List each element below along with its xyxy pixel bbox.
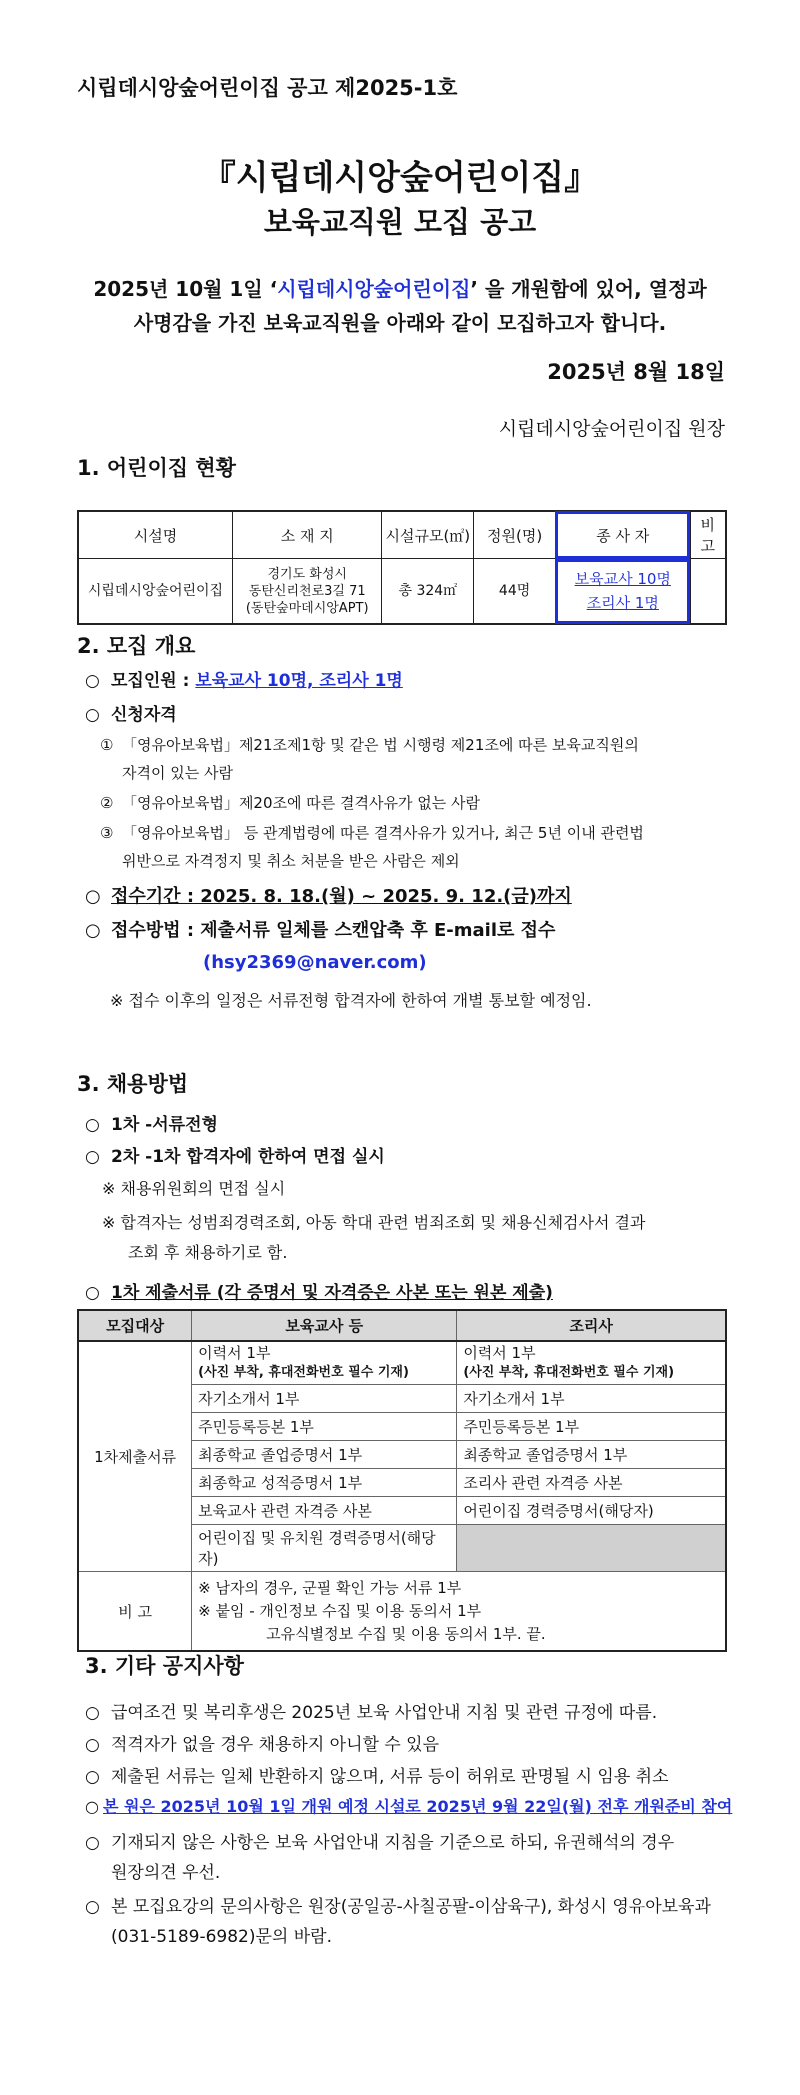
teacher-doc: 최종학교 성적증명서 1부 <box>192 1469 457 1497</box>
staff-cook: 조리사 1명 <box>586 594 659 612</box>
intro-line-1 <box>0 272 800 306</box>
step-1 <box>85 1110 218 1135</box>
q2-text: 「영유아보육법」제20조에 따른 결격사유가 없는 사람 <box>122 794 480 812</box>
remark-line-3: 고유식별정보 수집 및 이용 동의서 1부. 끝. <box>266 1624 546 1643</box>
cook-resume-text: 이력서 1부 <box>463 1344 536 1362</box>
col-address: 소 재 지 <box>232 511 382 559</box>
bullet: ○ <box>85 1147 100 1167</box>
remark-cell <box>192 1572 726 1652</box>
cook-resume-note: (사진 부착, 휴대전화번호 필수 기재) <box>463 1365 675 1380</box>
notice-item <box>85 1762 669 1787</box>
bullet: ○ <box>85 1833 100 1853</box>
col-facility: 시설명 <box>78 511 232 559</box>
remark-line-2: ※ 붙임 - 개인정보 수집 및 이용 동의서 1부 <box>198 1601 482 1620</box>
col-capacity: 정원(명) <box>474 511 556 559</box>
teacher-doc: 보육교사 관련 자격증 사본 <box>192 1497 457 1525</box>
cook-resume <box>457 1341 726 1385</box>
bullet: ○ <box>85 1767 100 1787</box>
empty-cell <box>457 1525 726 1572</box>
notice-item <box>85 1892 711 1917</box>
step-2 <box>85 1142 385 1167</box>
remark-label: 비 고 <box>78 1572 192 1652</box>
bullet: ○ <box>85 1115 100 1135</box>
teacher-doc: 자기소개서 1부 <box>192 1385 457 1413</box>
method-text: 접수방법 : 제출서류 일체를 스캔압축 후 E-mail로 접수 <box>111 920 556 941</box>
notice-item-text: 제출된 서류는 일체 반환하지 않으며, 서류 등이 허위로 판명될 시 임용 취소 <box>111 1767 669 1787</box>
remark-line-1: ※ 남자의 경우, 군필 확인 가능 서류 1부 <box>198 1578 462 1597</box>
intro-facility-name: 시립데시앙숲어린이집 <box>277 277 471 301</box>
section3-heading: 3. 채용방법 <box>77 1072 189 1096</box>
teacher-resume <box>192 1341 457 1385</box>
teacher-resume-note: (사진 부착, 휴대전화번호 필수 기재) <box>198 1365 409 1380</box>
notice-number: 시립데시앙숲어린이집 공고 제2025-1호 <box>77 76 458 100</box>
staff-teachers: 보육교사 10명 <box>574 570 671 588</box>
teacher-doc: 주민등록등본 1부 <box>192 1413 457 1441</box>
qualification-1b: 자격이 있는 사람 <box>122 764 233 782</box>
application-email: (hsy2369@naver.com) <box>203 952 427 973</box>
highlight-text: 본 원은 2025년 10월 1일 개원 예정 시설로 2025년 9월 22일(월) 전후 개원준비 참여 <box>103 1797 733 1816</box>
qualification-2 <box>100 792 480 813</box>
step2-text: 2차 -1차 합격자에 한하여 면접 실시 <box>111 1147 385 1167</box>
bullet: ○ <box>85 1283 100 1303</box>
recruit-label: 모집인원 : <box>111 671 196 691</box>
qualification-1 <box>100 734 639 755</box>
teacher-doc: 최종학교 졸업증명서 1부 <box>192 1441 457 1469</box>
intro-part-a: 2025년 10월 1일 ‘ <box>93 277 278 301</box>
th-cook: 조리사 <box>457 1310 726 1341</box>
notice-highlight <box>85 1794 732 1817</box>
cell-size: 총 324㎡ <box>382 559 474 625</box>
interview-note: ※ 채용위원회의 면접 실시 <box>102 1179 286 1198</box>
address-line-1: 경기도 화성시 <box>267 566 347 582</box>
bullet: ○ <box>85 886 101 907</box>
notice-signer: 시립데시앙숲어린이집 원장 <box>498 418 725 440</box>
teacher-resume-text: 이력서 1부 <box>198 1344 271 1362</box>
qualification-3 <box>100 822 644 843</box>
documents-table <box>77 1309 727 1652</box>
notice-date: 2025년 8월 18일 <box>547 360 725 384</box>
notice-item-text: 급여조건 및 복리후생은 2025년 보육 사업안내 지침 및 관련 규정에 따름. <box>111 1703 658 1723</box>
recruit-count <box>85 666 403 691</box>
q1-text-a: 「영유아보육법」제21조제1항 및 같은 법 시행령 제21조에 따른 보육교직원의 <box>122 736 639 754</box>
address-line-3: (동탄숲마데시앙APT) <box>245 600 369 616</box>
notice-item-text: 기재되지 않은 사항은 보육 사업안내 지침을 기준으로 하되, 유권해석의 경우 <box>111 1833 675 1853</box>
row-label: 1차제출서류 <box>78 1341 192 1572</box>
notice-item <box>85 1828 674 1853</box>
cook-doc: 주민등록등본 1부 <box>457 1413 726 1441</box>
th-teacher: 보육교사 등 <box>192 1310 457 1341</box>
q1-number: ① <box>100 736 114 754</box>
facility-table <box>77 510 727 625</box>
page-title: 『시립데시앙숲어린이집』 <box>201 158 599 198</box>
bullet: ○ <box>85 1797 99 1816</box>
bullet: ○ <box>85 1897 100 1917</box>
qualification-text: 신청자격 <box>111 705 177 725</box>
cook-doc: 어린이집 경력증명서(해당자) <box>457 1497 726 1525</box>
recruit-value: 보육교사 10명, 조리사 1명 <box>195 671 403 691</box>
page-subtitle: 보육교직원 모집 공고 <box>263 205 537 239</box>
cook-doc: 최종학교 졸업증명서 1부 <box>457 1441 726 1469</box>
intro-part-c: ’ 을 개원함에 있어, 열정과 <box>470 277 707 301</box>
application-period <box>85 882 572 908</box>
schedule-note: ※ 접수 이후의 일정은 서류전형 합격자에 한하여 개별 통보할 예정임. <box>110 991 592 1010</box>
bullet: ○ <box>85 671 100 691</box>
th-target: 모집대상 <box>78 1310 192 1341</box>
teacher-doc: 어린이집 및 유치원 경력증명서(해당자) <box>192 1525 457 1572</box>
col-size: 시설규모(㎡) <box>382 511 474 559</box>
col-staff: 종 사 자 <box>555 511 690 559</box>
bullet: ○ <box>85 1735 100 1755</box>
section4-heading: 3. 기타 공지사항 <box>85 1654 244 1678</box>
notice-item-text: 본 모집요강의 문의사항은 원장(공일공-사칠공팔-이삼육구), 화성시 영유아보육과 <box>111 1897 711 1917</box>
bullet: ○ <box>85 920 101 941</box>
period-text: 접수기간 : 2025. 8. 18.(월) ~ 2025. 9. 12.(금)까지 <box>111 886 572 907</box>
q2-number: ② <box>100 794 114 812</box>
intro-text <box>0 272 800 340</box>
section1-heading: 1. 어린이집 현황 <box>77 456 236 480</box>
cell-facility: 시립데시앙숲어린이집 <box>78 559 232 625</box>
q3-number: ③ <box>100 824 114 842</box>
address-line-2: 동탄신리천로3길 71 <box>248 583 366 599</box>
notice-item <box>85 1730 439 1755</box>
q3-text-a: 「영유아보육법」 등 관계법령에 따른 결격사유가 있거나, 최근 5년 이내 관련법 <box>122 824 644 842</box>
bullet: ○ <box>85 705 100 725</box>
cell-capacity: 44명 <box>474 559 556 625</box>
notice-item-cont: (031-5189-6982)문의 바람. <box>111 1927 333 1947</box>
cook-doc: 자기소개서 1부 <box>457 1385 726 1413</box>
qualification-3b: 위반으로 자격정지 및 취소 처분을 받은 사람은 제외 <box>122 852 460 870</box>
notice-item <box>85 1698 657 1723</box>
section2-heading: 2. 모집 개요 <box>77 634 196 658</box>
cell-remark <box>690 559 726 625</box>
step1-text: 1차 -서류전형 <box>111 1115 218 1135</box>
col-remark: 비 고 <box>690 511 726 559</box>
bullet: ○ <box>85 1703 100 1723</box>
docs-title-text: 1차 제출서류 (각 증명서 및 자격증은 사본 또는 원본 제출) <box>111 1283 553 1303</box>
notice-item-text: 적격자가 없을 경우 채용하지 아니할 수 있음 <box>111 1735 440 1755</box>
check-note: ※ 합격자는 성범죄경력조회, 아동 학대 관련 범죄조회 및 채용신체검사서 결과 <box>102 1213 646 1232</box>
qualification-label <box>85 700 177 725</box>
cell-staff <box>555 559 690 625</box>
application-method <box>85 916 555 942</box>
notice-item-cont: 원장의견 우선. <box>111 1863 221 1883</box>
docs-title <box>85 1278 553 1303</box>
check-note-b: 조회 후 채용하기로 함. <box>128 1243 288 1262</box>
cell-address <box>232 559 382 625</box>
cook-doc: 조리사 관련 자격증 사본 <box>457 1469 726 1497</box>
intro-line-2: 사명감을 가진 보육교직원을 아래와 같이 모집하고자 합니다. <box>133 311 667 335</box>
